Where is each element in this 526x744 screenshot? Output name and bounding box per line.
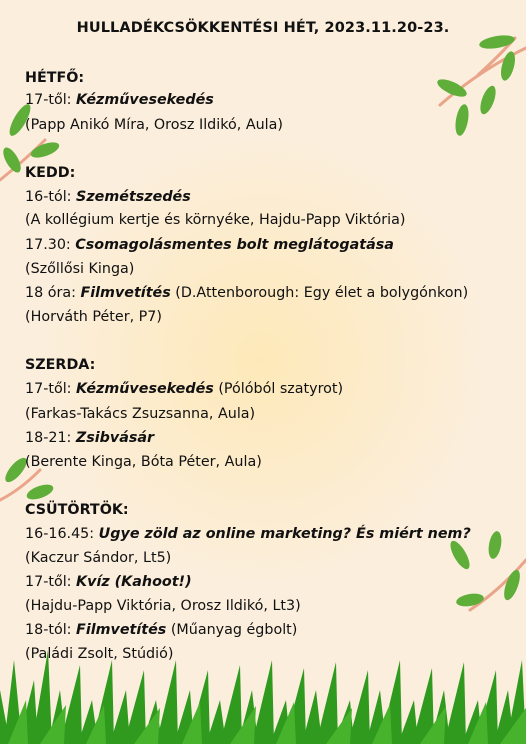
event-details: (Berente Kinga, Bóta Péter, Aula) [25,454,262,470]
event-extra: (Műanyag égbolt) [166,622,298,638]
day-heading-thursday: CSÜTÖRTÖK: [25,502,129,518]
event-line [25,524,471,544]
event-extra: (D.Attenborough: Egy élet a bolygónkon) [170,285,469,301]
day-heading-monday: HÉTFŐ: [25,70,85,86]
event-name: Filmvetítés [76,622,167,638]
event-name: Csomagolásmentes bolt meglátogatása [75,237,394,253]
event-name: Ugye zöld az online marketing? És miért nem? [98,526,471,542]
event-time: 18-21: [25,430,76,446]
event-details: (Hajdu-Papp Viktória, Orosz Ildikó, Lt3) [25,598,301,614]
event-name: Zsibvásár [75,430,155,446]
event-name: Kvíz (Kahoot!) [76,574,192,590]
day-heading-wednesday: SZERDA: [25,357,96,373]
event-extra: (Pólóból szatyrot) [213,381,344,397]
event-time: 17-től: [25,92,77,108]
event-details: (Paládi Zsolt, Stúdió) [25,646,174,662]
event-time: 17.30: [25,237,76,253]
page-title: HULLADÉKCSÖKKENTÉSI HÉT, 2023.11.20-23. [76,20,450,36]
event-line [25,572,192,592]
event-line [25,90,214,110]
event-name: Szemétszedés [76,189,191,205]
event-name: Kézművesekedés [76,381,214,397]
event-time: 16-tól: [25,189,77,205]
event-line [25,283,468,303]
event-name: Filmvetítés [80,285,171,301]
event-line [25,620,297,640]
event-time: 16-16.45: [25,526,99,542]
event-details: (A kollégium kertje és környéke, Hajdu-Papp Viktória) [25,212,406,228]
day-heading-tuesday: KEDD: [25,165,76,181]
event-name: Kézművesekedés [76,92,214,108]
event-details: (Farkas-Takács Zsuzsanna, Aula) [25,406,256,422]
event-time: 18 óra: [25,285,81,301]
event-line [25,379,343,399]
event-details: (Horváth Péter, P7) [25,309,162,325]
event-line [25,187,191,207]
event-time: 17-től: [25,381,77,397]
event-details: (Papp Anikó Míra, Orosz Ildikó, Aula) [25,117,283,133]
event-line [25,235,394,255]
event-time: 17-től: [25,574,77,590]
event-details: (Kaczur Sándor, Lt5) [25,550,172,566]
event-line [25,428,154,448]
event-time: 18-tól: [25,622,77,638]
event-details: (Szőllősi Kinga) [25,261,135,277]
